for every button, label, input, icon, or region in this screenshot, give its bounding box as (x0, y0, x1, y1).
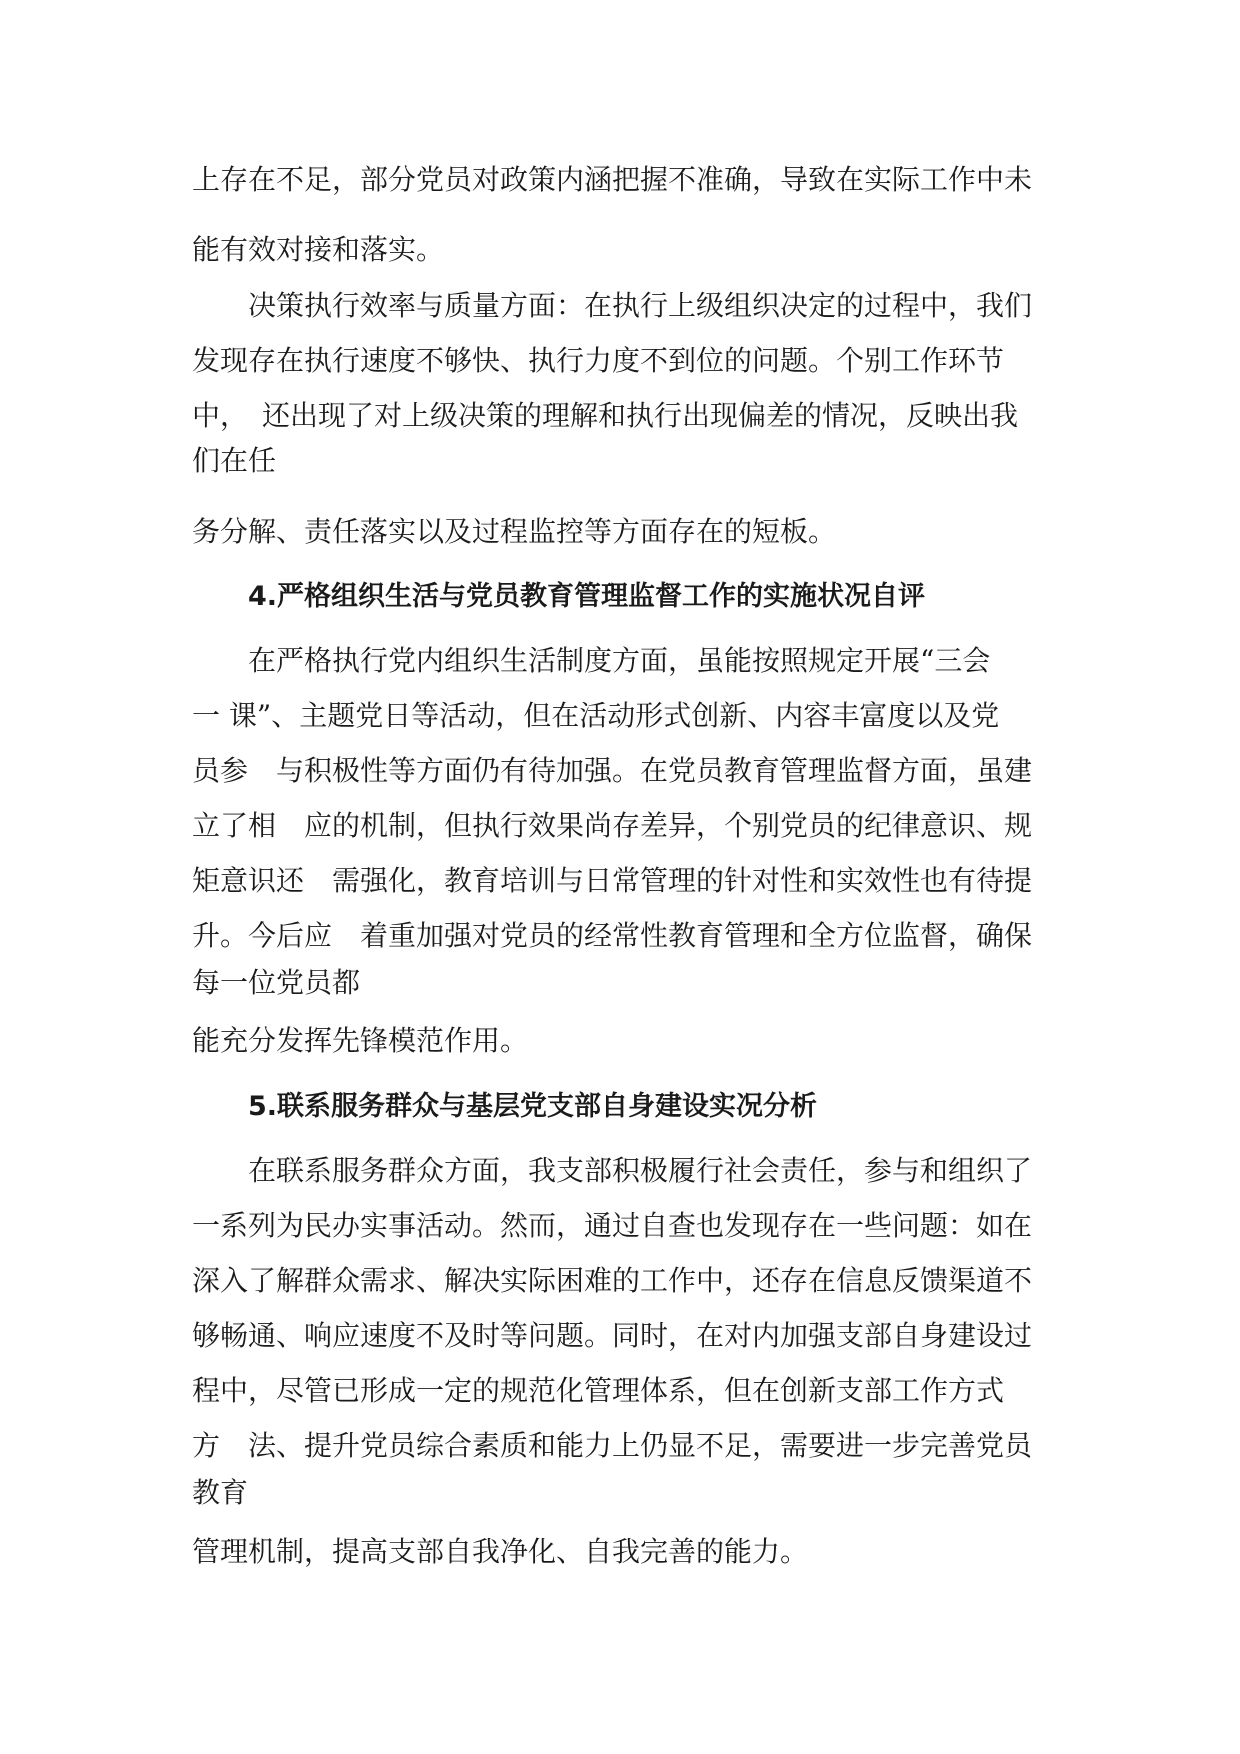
body-text-line: 中， 还出现了对上级决策的理解和执行出现偏差的情况，反映出我 (192, 399, 1019, 432)
body-text-line: 一 课”、主题党日等活动，但在活动形式创新、内容丰富度以及党 (192, 699, 1000, 732)
paragraph-start-line: 在联系服务群众方面，我支部积极履行社会责任，参与和组织了 (248, 1154, 1033, 1187)
body-text-line: 方 法、提升党员综合素质和能力上仍显不足，需要进一步完善党员 (192, 1429, 1033, 1462)
body-text-line: 程中，尽管已形成一定的规范化管理体系，但在创新支部工作方式 (192, 1374, 1005, 1407)
body-text-line: 员参 与积极性等方面仍有待加强。在党员教育管理监督方面，虽建 (192, 754, 1033, 787)
section-heading: 4.严格组织生活与党员教育管理监督工作的实施状况自评 (248, 581, 926, 612)
body-text-line: 每一位党员都 (192, 966, 361, 999)
body-text-line: 一系列为民办实事活动。然而，通过自查也发现存在一些问题：如在 (192, 1209, 1033, 1242)
paragraph-start-line: 决策执行效率与质量方面：在执行上级组织决定的过程中，我们 (248, 289, 1033, 322)
body-text-line: 务分解、责任落实以及过程监控等方面存在的短板。 (192, 515, 837, 548)
body-text-line: 们在任 (192, 444, 277, 477)
body-text-line: 教育 (192, 1476, 249, 1509)
body-text-line: 立了相 应的机制，但执行效果尚存差异，个别党员的纪律意识、规 (192, 809, 1033, 842)
body-text-line: 升。今后应 着重加强对党员的经常性教育管理和全方位监督，确保 (192, 919, 1033, 952)
body-text-line: 能有效对接和落实。 (192, 233, 445, 266)
section-heading: 5.联系服务群众与基层党支部自身建设实况分析 (248, 1091, 818, 1122)
body-text-line: 深入了解群众需求、解决实际困难的工作中，还存在信息反馈渠道不 (192, 1264, 1033, 1297)
body-text-line: 管理机制，提高支部自我净化、自我完善的能力。 (192, 1535, 809, 1568)
body-text-line: 发现存在执行速度不够快、执行力度不到位的问题。个别工作环节 (192, 344, 1005, 377)
body-text-line: 够畅通、响应速度不及时等问题。同时，在对内加强支部自身建设过 (192, 1319, 1033, 1352)
body-text-line: 能充分发挥先锋模范作用。 (192, 1024, 529, 1057)
body-text-line: 上存在不足，部分党员对政策内涵把握不准确，导致在实际工作中未 (192, 163, 1033, 196)
paragraph-start-line: 在严格执行党内组织生活制度方面，虽能按照规定开展“三会 (248, 644, 991, 677)
body-text-line: 矩意识还 需强化，教育培训与日常管理的针对性和实效性也有待提 (192, 864, 1033, 897)
